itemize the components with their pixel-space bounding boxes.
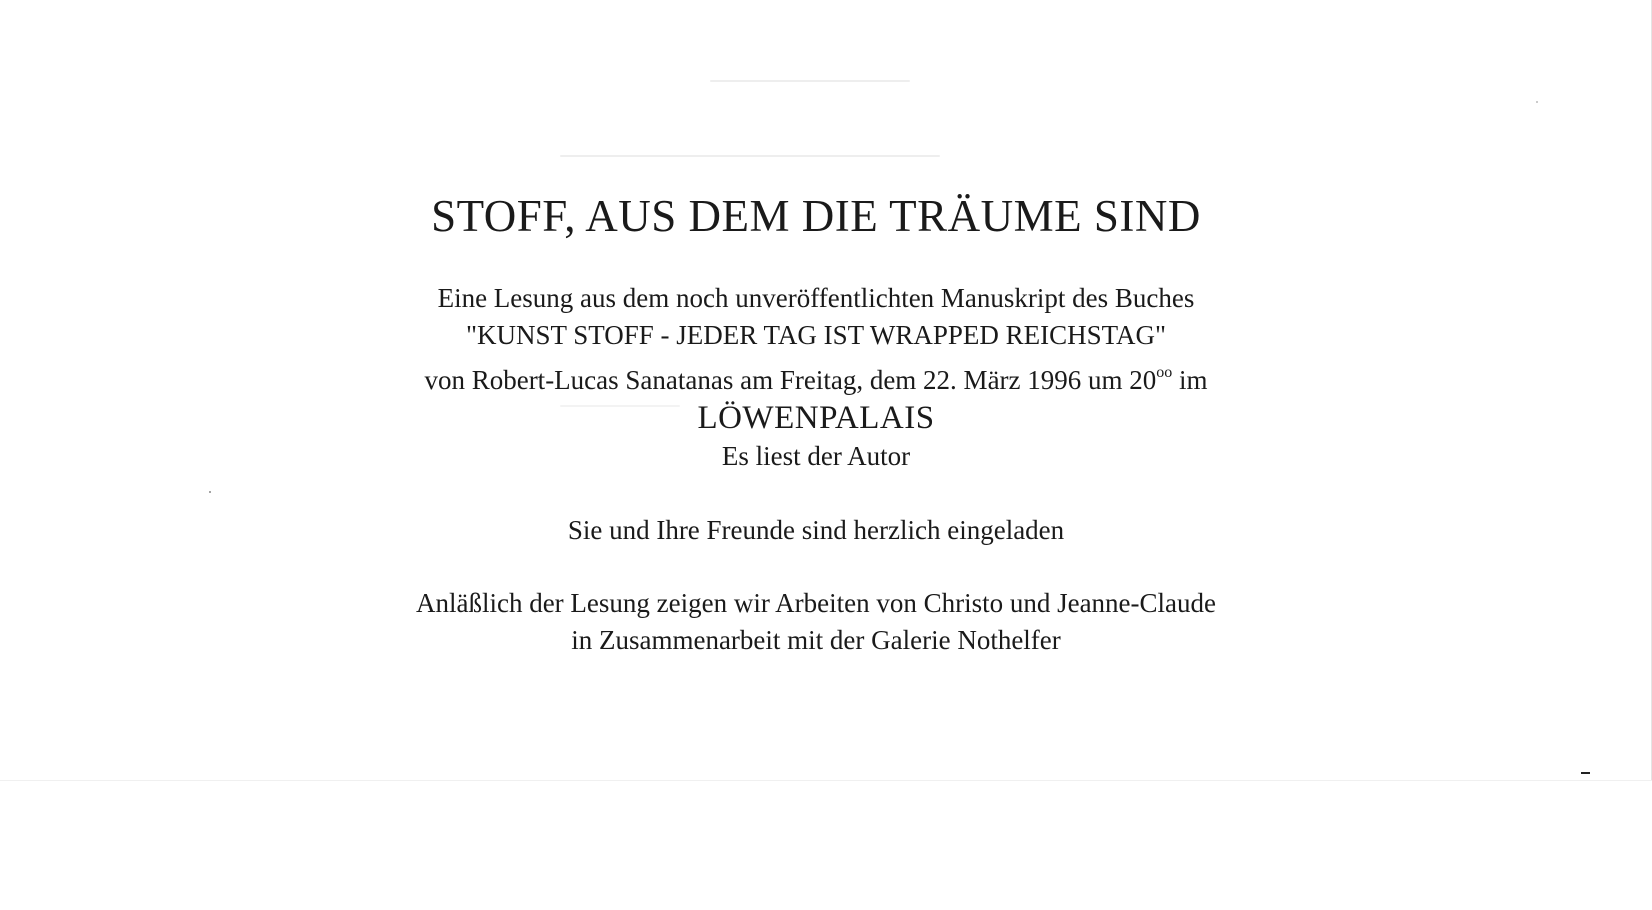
invitation-title: STOFF, AUS DEM DIE TRÄUME SIND	[431, 191, 1201, 241]
exhibition-note-line1: Anläßlich der Lesung zeigen wir Arbeiten von Christo und Jeanne-Claude	[415, 588, 1217, 618]
show-through-line	[560, 155, 940, 157]
welcome-text: Sie und Ihre Freunde sind herzlich eingeladen	[567, 515, 1065, 545]
reading-details	[0, 354, 1632, 399]
reader-note: Es liest der Autor	[721, 441, 911, 471]
spacer	[0, 549, 1632, 585]
venue-name: LÖWENPALAIS	[697, 400, 935, 436]
book-title: "KUNST STOFF - JEDER TAG IST WRAPPED REICHSTAG"	[465, 320, 1167, 350]
scan-mark	[1581, 772, 1590, 774]
exhibition-note-line2: in Zusammenarbeit mit der Galerie Nothelfer	[571, 625, 1061, 655]
time-superscript: oo	[1156, 364, 1173, 381]
scan-speck	[1536, 101, 1538, 103]
scan-edge-bottom	[0, 780, 1652, 781]
reading-intro: Eine Lesung aus dem noch unveröffentlichten Manuskript des Buches	[437, 283, 1195, 313]
reading-location-prefix: im	[1172, 365, 1208, 395]
spacer	[0, 475, 1632, 512]
show-through-line	[710, 80, 910, 82]
reading-date-text: von Robert-Lucas Sanatanas am Freitag, dem 22. März 1996 um 20	[424, 365, 1157, 395]
invitation-text	[0, 188, 1632, 659]
